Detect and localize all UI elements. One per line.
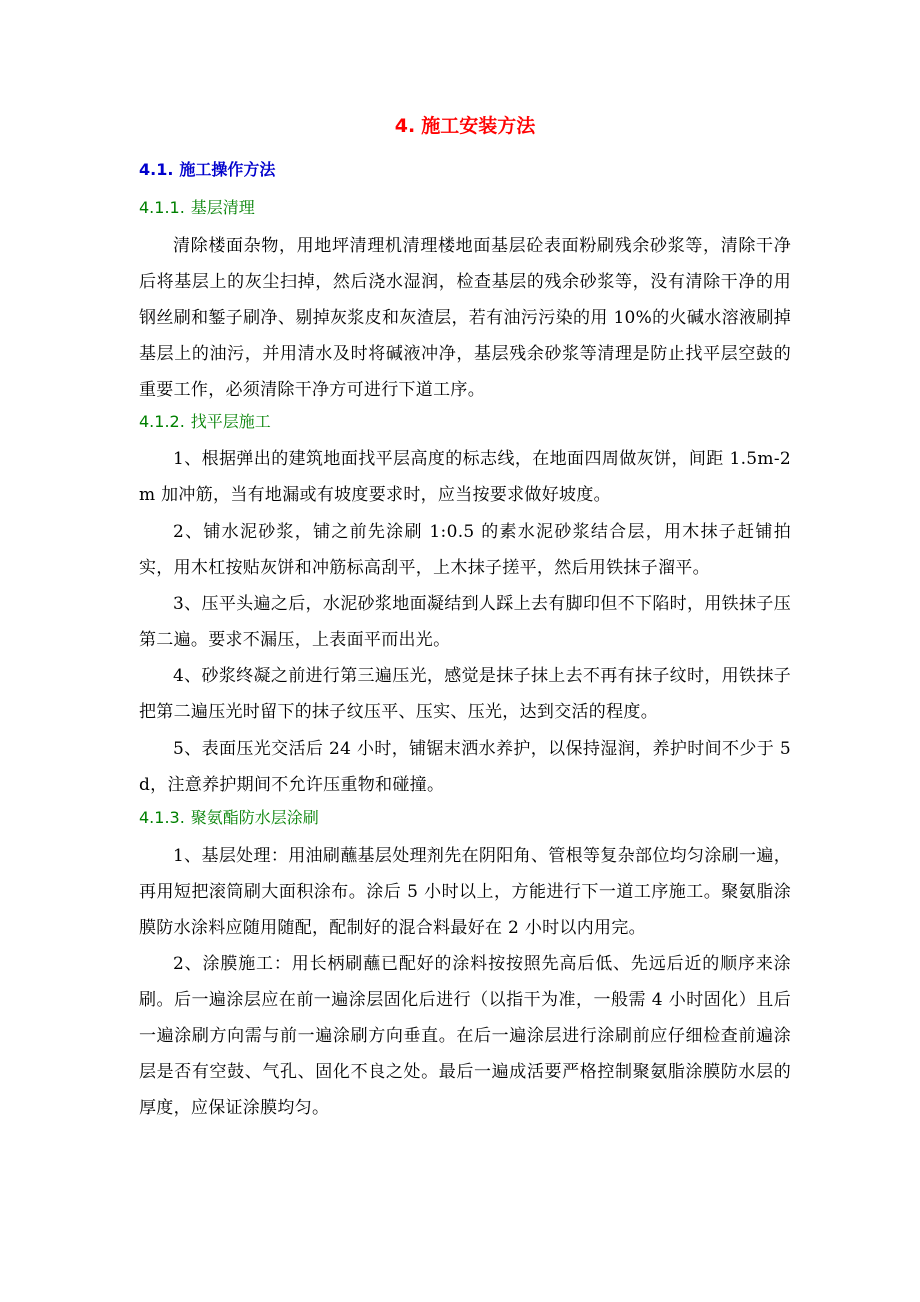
section-title: 基层清理 [190,198,255,217]
heading-2 [139,156,275,184]
section-heading-4-1-3 [139,804,319,832]
section-number: 4.1.3. [139,808,185,827]
section-heading-4-1-1 [139,194,255,222]
heading-2-text: 施工操作方法 [179,160,276,179]
heading-2-number: 4.1. [139,160,174,179]
paragraph: 2、铺水泥砂浆，铺之前先涂刷 1:0.5 的素水泥砂浆结合层，用木抹子赶铺拍实，用木杠按贴灰饼和冲筋标高刮平，上木抹子搓平，然后用铁抹子溜平。 [139,522,791,578]
paragraph: 1、基层处理：用油刷蘸基层处理剂先在阴阳角、管根等复杂部位均匀涂刷一遍，再用短把滚筒刷大面积涂布。涂后 5 小时以上，方能进行下一道工序施工。聚氨脂涂膜防水涂料应随用随配，配制好的混合料最好在 2 小时以内用完。 [139,846,791,938]
paragraph: 清除楼面杂物，用地坪清理机清理楼地面基层砼表面粉刷残余砂浆等，清除干净后将基层上的灰尘扫掉，然后浇水湿润，检查基层的残余砂浆等，没有清除干净的用钢丝刷和錾子刷净、剔掉灰浆皮和灰渣层，若有油污污染的用 10%的火碱水溶液刷掉基层上的油污，并用清水及时将碱液冲净，基层残余砂浆等清理是防止找平层空鼓的重要工作，必须清除干净方可进行下道工序。 [139,236,791,400]
section-number: 4.1.1. [139,198,185,217]
heading-1 [139,111,791,141]
paragraph: 3、压平头遍之后，水泥砂浆地面凝结到人踩上去有脚印但不下陷时，用铁抹子压第二遍。要求不漏压，上表面平而出光。 [139,594,791,650]
heading-1-number: 4. [394,115,416,137]
heading-1-text: 施工安装方法 [421,115,536,137]
section-title: 聚氨酯防水层涂刷 [190,808,319,827]
section-title: 找平层施工 [190,412,271,431]
section-number: 4.1.2. [139,412,185,431]
section-heading-4-1-2 [139,408,271,436]
paragraph: 2、涂膜施工：用长柄刷蘸已配好的涂料按按照先高后低、先远后近的顺序来涂刷。后一遍涂层应在前一遍涂层固化后进行（以指干为准，一般需 4 小时固化）且后一遍涂刷方向需与前一遍涂刷方向垂直。在后一遍涂层进行涂刷前应仔细检查前遍涂层是否有空鼓、气孔、固化不良之处。最后一遍成活要严格控制聚氨脂涂膜防水层的厚度，应保证涂膜均匀。 [139,954,791,1118]
paragraph: 4、砂浆终凝之前进行第三遍压光，感觉是抹子抹上去不再有抹子纹时，用铁抹子把第二遍压光时留下的抹子纹压平、压实、压光，达到交活的程度。 [139,666,791,722]
paragraph: 5、表面压光交活后 24 小时，铺锯末洒水养护，以保持湿润，养护时间不少于 5d，注意养护期间不允许压重物和碰撞。 [139,739,791,795]
paragraph: 1、根据弹出的建筑地面找平层高度的标志线，在地面四周做灰饼，间距 1.5m-2m 加冲筋，当有地漏或有坡度要求时，应当按要求做好坡度。 [139,449,791,505]
